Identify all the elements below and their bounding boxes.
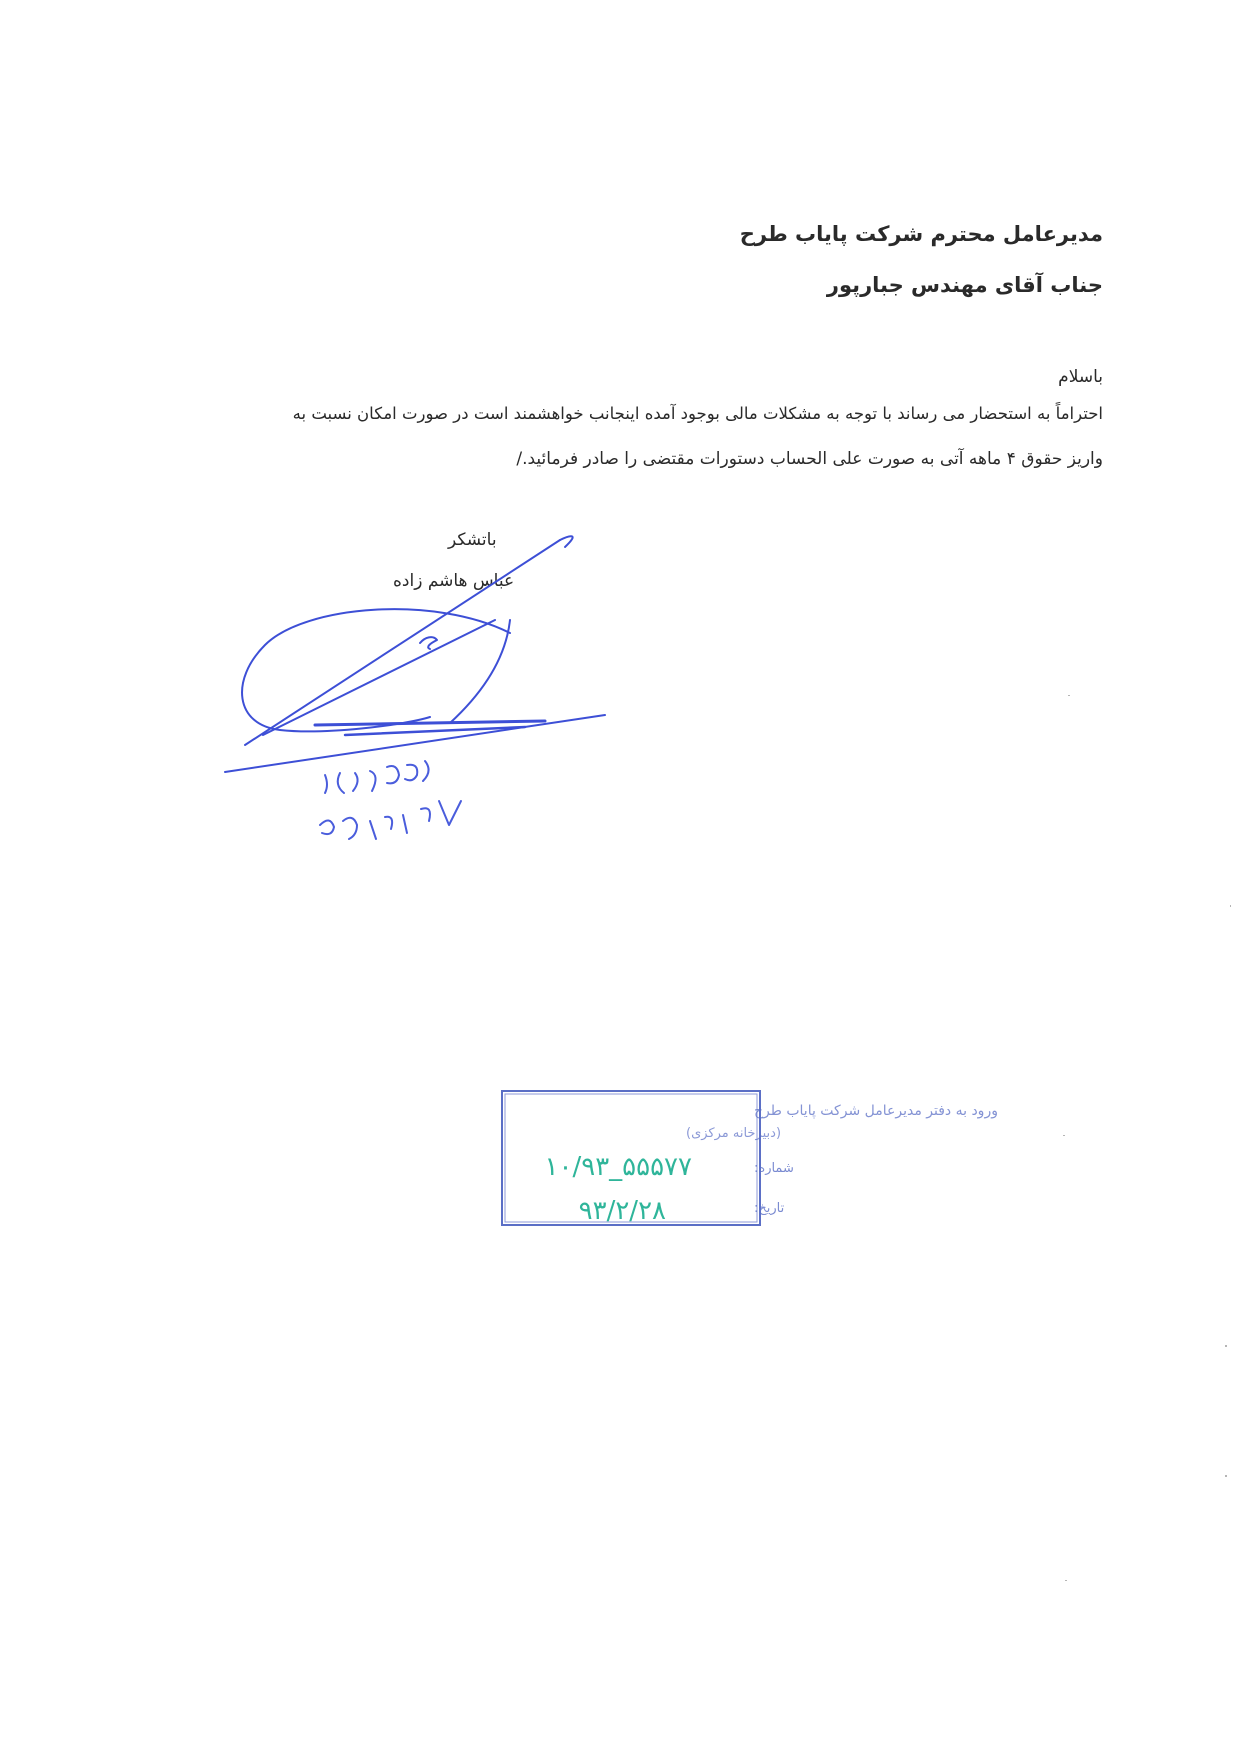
svg-text:۹۳/۲/۲۸: ۹۳/۲/۲۸	[578, 1196, 666, 1226]
addressee-line-1: مدیرعامل محترم شرکت پایاب طرح	[739, 222, 1103, 246]
greeting: باسلام	[1058, 367, 1103, 387]
svg-text:تاریخ:: تاریخ:	[754, 1201, 785, 1216]
body-line-2: واریز حقوق ۴ ماهه آتی به صورت علی الحساب دستورات مقتضی را صادر فرمائید./	[516, 449, 1103, 469]
addressee-line-2: جناب آقای مهندس جبارپور	[826, 273, 1103, 297]
svg-text:ورود به دفتر مدیرعامل شرکت پای: ورود به دفتر مدیرعامل شرکت پایاب طرح	[754, 1103, 998, 1119]
body-line-1: احتراماً به استحضار می رساند با توجه به مشکلات مالی بوجود آمده اینجانب خواهشمند است در صورت امکان نسبت به	[292, 404, 1103, 423]
svg-text:(دبیرخانه مرکزی): (دبیرخانه مرکزی)	[686, 1126, 782, 1141]
svg-text:۱۰/۹۳_۵۵۵۷۷: ۱۰/۹۳_۵۵۵۷۷	[544, 1152, 692, 1182]
sender-name: عباس هاشم زاده	[393, 571, 515, 591]
svg-text:شماره:: شماره:	[754, 1161, 794, 1176]
closing: باتشکر	[448, 530, 497, 550]
